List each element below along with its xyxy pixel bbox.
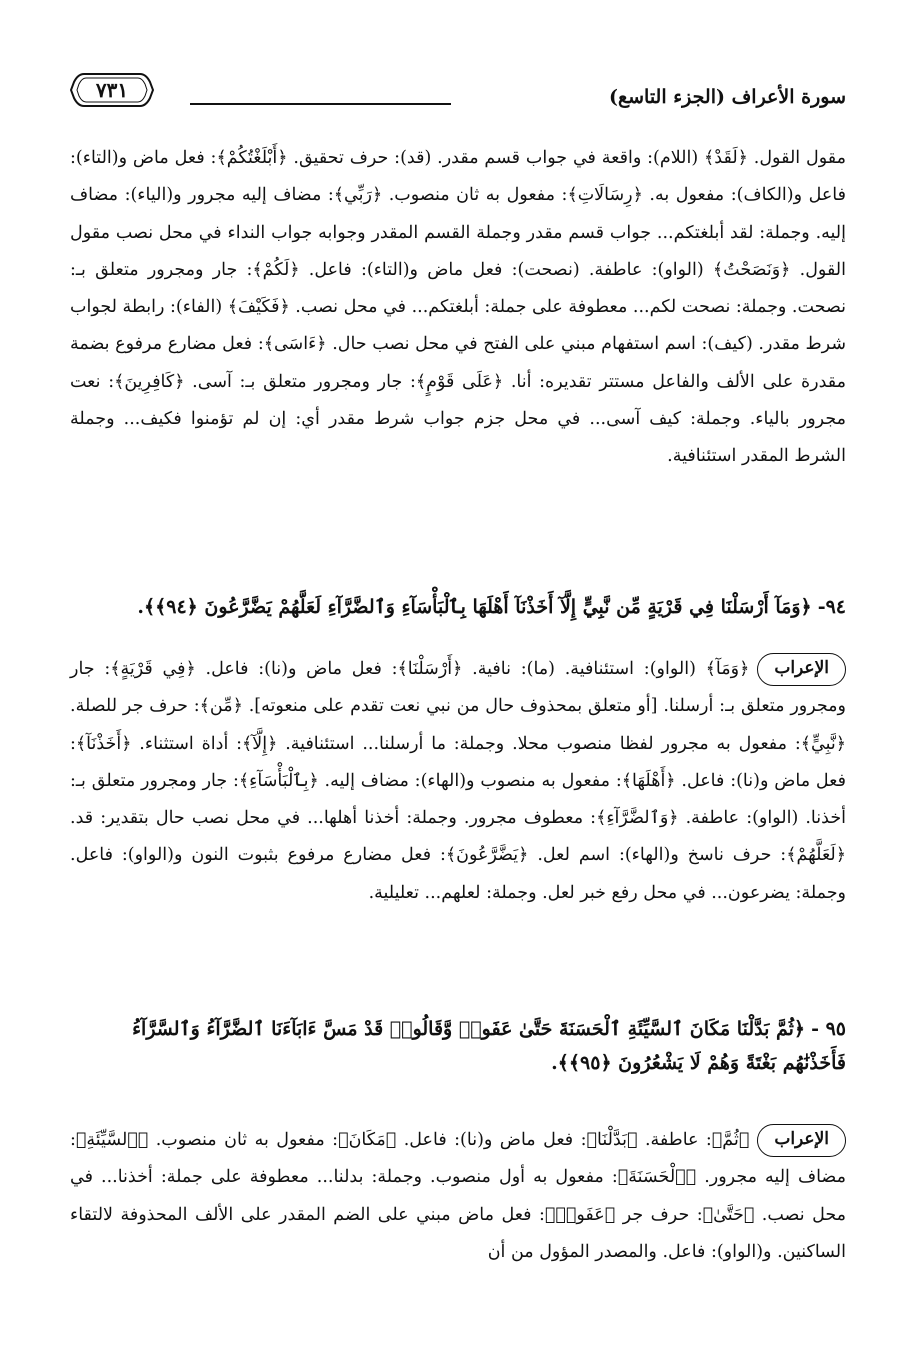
page-number: ٧٣١ xyxy=(95,78,129,102)
irab-text: ﴿ثُمَّ﴾: عاطفة. ﴿بَدَّلْنَا﴾: فعل ماض و(نا): فاعل. ﴿مَكَانَ﴾: مفعول به ثان منصوب. ﴿ٱلسَّيِّئَةِ﴾: مضاف إليه مجرور. ﴿ٱلْحَسَنَةَ﴾: مفعول به أول منصوب. وجملة: بدلنا... معطوفة على جملة: أخذنا... في محل نصب. ﴿حَتَّىٰ﴾: حرف جر ﴿عَفَوا۟﴾: فعل ماض مبني على الضم المقدر على الألف المحذوفة لالتقاء الساكنين. و(الواو): فاعل. والمصدر المؤول من أن xyxy=(70,1130,846,1262)
verse-number: ٩٤- xyxy=(817,596,846,618)
page-number-badge xyxy=(70,72,154,108)
page-header xyxy=(70,66,846,126)
commentary-text: مقول القول. ﴿لَقَدْ﴾ (اللام): واقعة في جواب قسم مقدر. (قد): حرف تحقيق. ﴿أَبْلَغْتُكُمْ﴾: فعل ماض و(التاء): فاعل و(الكاف): مفعول به. ﴿رِسَالَاتِ﴾: مفعول به ثان منصوب. ﴿رَبِّي﴾: مضاف إليه مجرور و(الياء): مضاف إليه. وجملة: لقد أبلغتكم... جواب قسم مقدر وجملة القسم المقدر وجوابه جواب النداء في محل نصب مقول القول. ﴿وَنَصَحْتُ﴾ (الواو): عاطفة. (نصحت): فعل ماض و(التاء): فاعل. ﴿لَكُمْ﴾: جار ومجرور متعلق بـ: نصحت. وجملة: نصحت لكم... معطوفة على جملة: أبلغتكم... في محل نصب. ﴿فَكَيْفَ﴾ (الفاء): رابطة لجواب شرط مقدر. (كيف): اسم استفهام مبني على الفتح في محل نصب حال. ﴿ءَاسَى﴾: فعل مضارع مرفوع بضمة مقدرة على الألف والفاعل مستتر تقديره: أنا. ﴿عَلَى قَوْمٍ﴾: جار ومجرور متعلق بـ: آسى. ﴿كَافِرِينَ﴾: نعت مجرور بالياء. وجملة: كيف آسى... في محل جزم جواب شرط مقدر أي: إن لم تؤمنوا فكيف... وجملة الشرط المقدر استئنافية. xyxy=(69,148,846,467)
commentary-block-1 xyxy=(70,140,846,476)
verse-text: ﴿وَمَآ أَرْسَلْنَا فِي قَرْيَةٍ مِّن نَّبِيٍّ إِلَّآ أَخَذْنَآ أَهْلَهَا بِٱلْبَأْسَآءِ وَٱلضَّرَّآءِ لَعَلَّهُمْ يَضَّرَّعُونَ ﴿٩٤﴾﴾. xyxy=(137,596,812,618)
verse-94 xyxy=(70,590,846,624)
verse-number: ٩٥ - xyxy=(811,1018,846,1040)
running-title: سورة الأعراف (الجزء التاسع) xyxy=(609,86,846,108)
irab-block-94 xyxy=(70,651,846,912)
verse-text: ﴿ثُمَّ بَدَّلْنَا مَكَانَ ٱلسَّيِّئَةِ ٱلْحَسَنَةَ حَتَّىٰ عَفَوا۟ وَّقَالُوا۟ قَدْ مَسَّ ءَابَآءَنَا ٱلضَّرَّآءُ وَٱلسَّرَّآءُ فَأَخَذْنَٰهُم بَغْتَةً وَهُمْ لَا يَشْعُرُونَ ﴿٩٥﴾﴾. xyxy=(132,1018,846,1074)
irab-text: ﴿وَمَآ﴾ (الواو): استئنافية. (ما): نافية. ﴿أَرْسَلْنَا﴾: فعل ماض و(نا): فاعل. ﴿فِي قَرْيَةٍ﴾: جار ومجرور متعلق بـ: أرسلنا. [أو متعلق بمحذوف حال من نبي نعت تقدم على منعوته]. ﴿مِّن﴾: حرف جر للصلة. ﴿نَّبِيٍّ﴾: مفعول به مجرور لفظا منصوب محلا. وجملة: ما أرسلنا... استئنافية. ﴿إِلَّآ﴾: أداة استثناء. ﴿أَخَذْنَآ﴾: فعل ماض و(نا): فاعل. ﴿أَهْلَهَا﴾: مفعول به منصوب و(الهاء): مضاف إليه. ﴿بِٱلْبَأْسَآءِ﴾: جار ومجرور متعلق بـ: أخذنا. (الواو): عاطفة. ﴿وَٱلضَّرَّآءِ﴾: معطوف مجرور. وجملة: أخذنا أهلها... في محل نصب حال بتقدير: قد. ﴿لَعَلَّهُمْ﴾: حرف ناسخ و(الهاء): اسم لعل. ﴿يَضَّرَّعُونَ﴾: فعل مضارع مرفوع بثبوت النون و(الواو): فاعل. وجملة: يضرعون... في محل رفع خبر لعل. وجملة: لعلهم... تعليلية. xyxy=(70,659,846,903)
irab-block-95 xyxy=(70,1122,846,1271)
verse-95 xyxy=(70,1012,846,1080)
header-rule xyxy=(190,103,451,105)
irab-label-badge: الإعراب xyxy=(757,653,846,686)
irab-label-badge: الإعراب xyxy=(757,1124,846,1157)
